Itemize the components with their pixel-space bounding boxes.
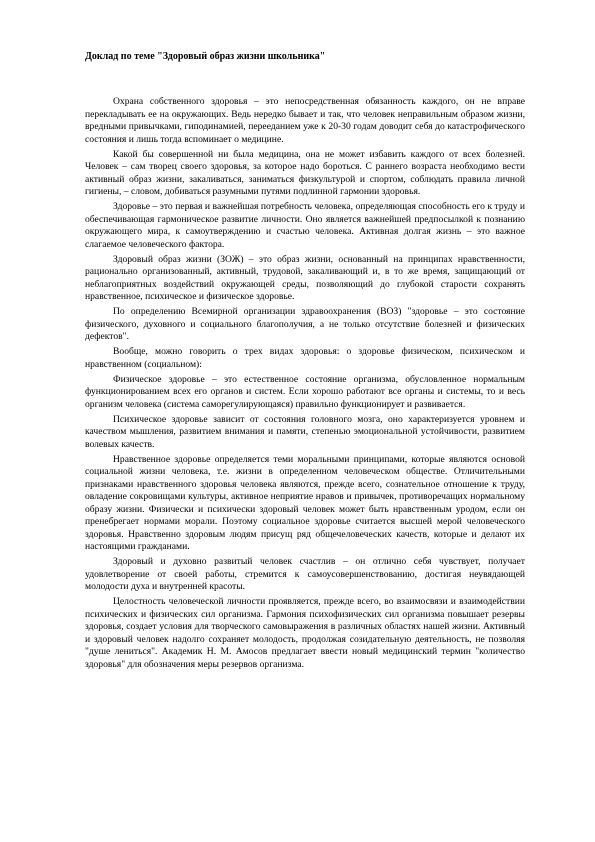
paragraph-9: Нравственное здоровье определяется теми моральными принципами, которые являются основой социальной жизни человека, т.е. жизни в определенном человеческом обществе. Отличительными признаками нравственного здоровья человека являются, прежде всего, сознательное отношение к труду, овладение сокровищами культуры, активное неприятие нравов и привычек, противоречащих нормальному образу жизни. Физически и психически здоровый человек может быть нравственным уродом, если он пренебрегает нормами морали. Поэтому социальное здоровье считается высшей мерой человеческого здоровья. Нравственно здоровым людям присущ ряд общечеловеческих качеств, которые и делают их настоящими гражданами. (85, 453, 525, 552)
paragraph-8: Психическое здоровье зависит от состояния головного мозга, оно характеризуется уровнем и качеством мышления, развитием внимания и памяти, степенью эмоциональной устойчивости, развитием волевых качеств. (85, 413, 525, 450)
paragraph-1: Охрана собственного здоровья – это непосредственная обязанность каждого, он не вправе перекладывать ее на окружающих. Ведь нередко бывает и так, что человек неправильным образом жизни, вредными привычками, гиподинамией, перееданием уже к 20-30 годам доводит себя до катастрофического состояния и лишь тогда вспоминает о медицине. (85, 96, 525, 145)
paragraph-4: Здоровый образ жизни (ЗОЖ) – это образ жизни, основанный на принципах нравственности, рационально организованный, активный, трудовой, закаливающий и, в то же время, защищающий от неблагоприятных воздействий окружающей среды, позволяющий до глубокой старости сохранять нравственное, психическое и физическое здоровье. (85, 253, 525, 302)
paragraph-10: Здоровый и духовно развитый человек счастлив – он отлично себя чувствует, получает удовлетворение от своей работы, стремится к самоусовершенствованию, достигая неувядающей молодости духа и внутренней красоты. (85, 556, 525, 592)
paragraph-2: Какой бы совершенной ни была медицина, она не может избавить каждого от всех болезней. Человек – сам творец своего здоровья, за которое надо бороться. С раннего возраста необходимо вести активный образ жизни, закаливаться, заниматься физкультурой и спортом, соблюдать правила личной гигиены, – словом, добиваться разумными путями подлинной гармонии здоровья. (85, 148, 525, 197)
paragraph-11: Целостность человеческой личности проявляется, прежде всего, во взаимосвязи и взаимодействии психических и физических сил организма. Гармония психофизических сил организма повышает резервы здоровья, создает условия для творческого самовыражения в различных областях нашей жизни. Активный и здоровый человек надолго сохраняет молодость, продолжая созидательную деятельность, не позволяя "душе лениться". Академик Н. М. Амосов предлагает ввести новый медицинский термин "количество здоровья" для обозначения меры резервов организма. (85, 596, 525, 670)
paragraph-7: Физическое здоровье – это естественное состояние организма, обусловленное нормальным функционированием всех его органов и систем. Если хорошо работают все органы и системы, то и весь организм человека (система саморегулирующаяся) правильно функционирует и развивается. (85, 373, 525, 410)
document-body (85, 96, 525, 674)
paragraph-3: Здоровье – это первая и важнейшая потребность человека, определяющая способность его к труду и обеспечивающая гармоническое развитие личности. Оно является важнейшей предпосылкой к познанию окружающего мира, к самоутверждению и счастью человека. Активная долгая жизнь – это важное слагаемое человеческого фактора. (85, 201, 525, 250)
paragraph-5: По определению Всемирной организации здравоохранения (ВОЗ) "здоровье – это состояние физического, духовного и социального благополучия, а не только отсутствие болезней и физических дефектов". (85, 306, 525, 342)
paragraph-6: Вообще, можно говорить о трех видах здоровья: о здоровье физическом, психическом и нравственном (социальном): (85, 346, 525, 370)
document-title: Доклад по теме "Здоровый образ жизни школьника" (85, 51, 326, 62)
